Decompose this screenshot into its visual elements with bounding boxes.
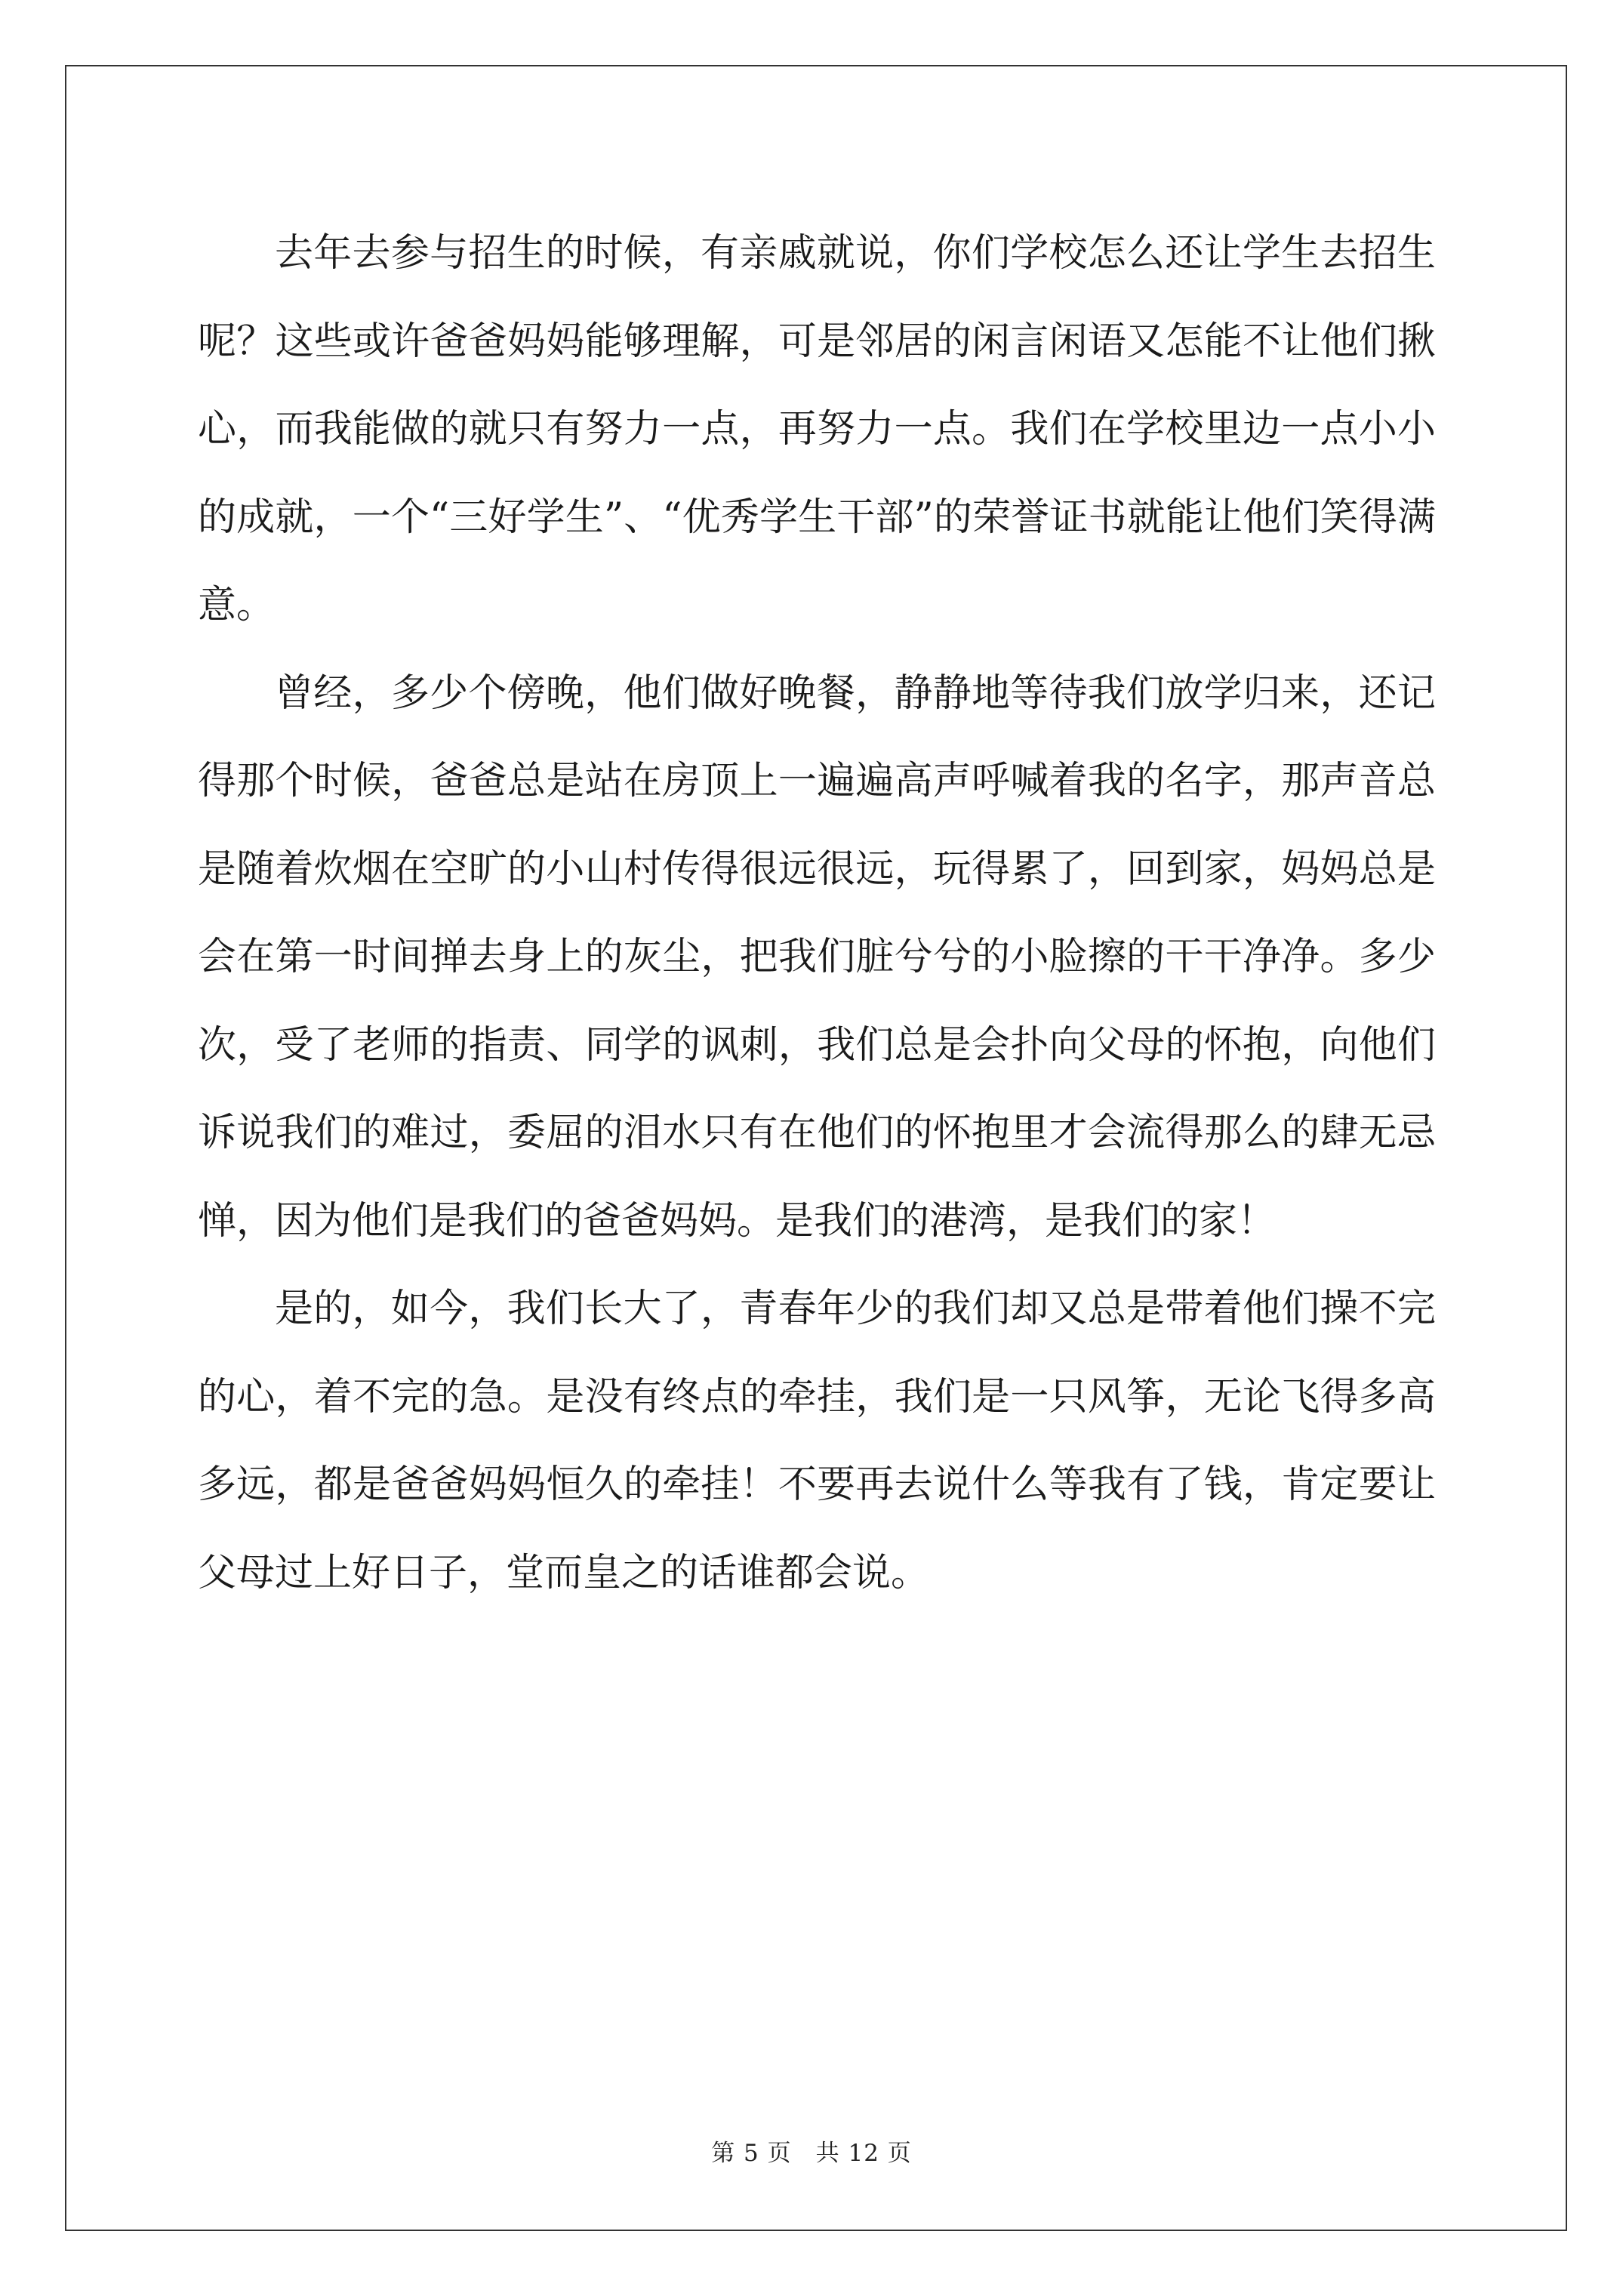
page-number-footer: 第 5 页 共 12 页 [711, 2140, 912, 2167]
document-body [198, 210, 1436, 1617]
paragraph-2: 曾经，多少个傍晚，他们做好晚餐，静静地等待我们放学归来，还记得那个时候，爸爸总是站在房顶上一遍遍高声呼喊着我的名字，那声音总是随着炊烟在空旷的小山村传得很远很远，玩得累了，回到家，妈妈总是会在第一时间掸去身上的灰尘，把我们脏兮兮的小脸擦的干干净净。多少次，受了老师的指责、同学的讽刺，我们总是会扑向父母的怀抱，向他们诉说我们的难过，委屈的泪水只有在他们的怀抱里才会流得那么的肆无忌惮，因为他们是我们的爸爸妈妈。是我们的港湾，是我们的家！ [198, 670, 1436, 1244]
paragraph-3: 是的，如今，我们长大了，青春年少的我们却又总是带着他们操不完的心，着不完的急。是没有终点的牵挂，我们是一只风筝，无论飞得多高多远，都是爸爸妈妈恒久的牵挂！不要再去说什么等我有了钱，肯定要让父母过上好日子，堂而皇之的话谁都会说。 [198, 1287, 1436, 1595]
paragraph-1: 去年去参与招生的时候，有亲戚就说，你们学校怎么还让学生去招生呢？这些或许爸爸妈妈能够理解，可是邻居的闲言闲语又怎能不让他们揪心，而我能做的就只有努力一点，再努力一点。我们在学校里边一点小小的成就，一个“三好学生”、“优秀学生干部”的荣誉证书就能让他们笑得满意。 [198, 231, 1436, 627]
